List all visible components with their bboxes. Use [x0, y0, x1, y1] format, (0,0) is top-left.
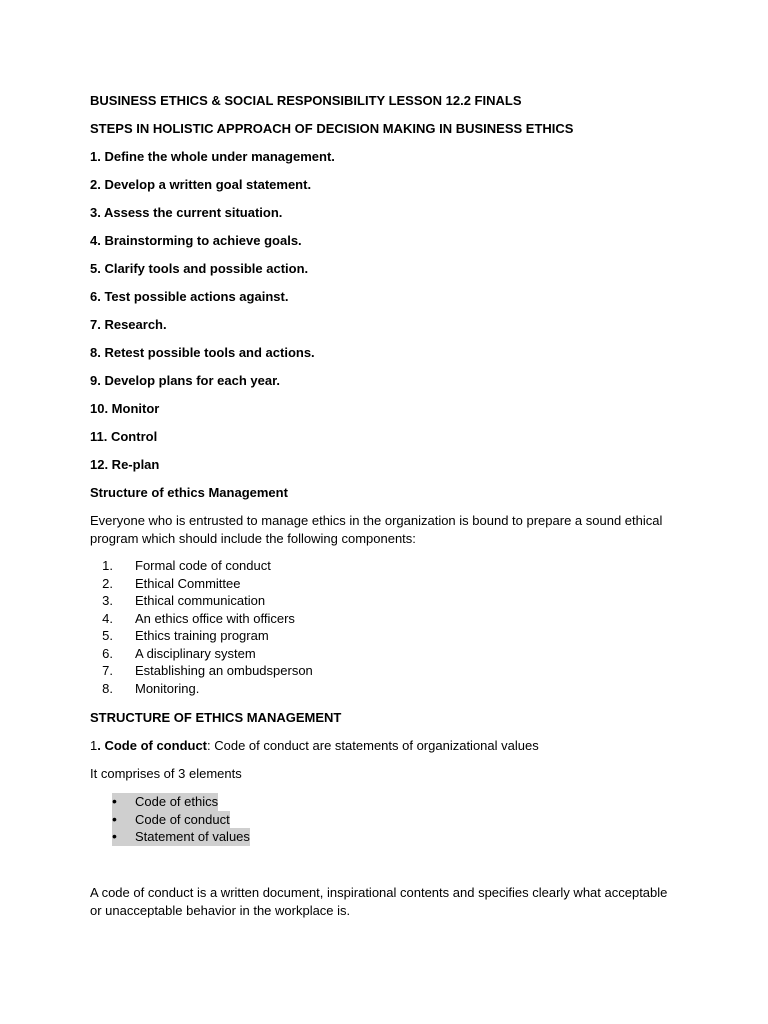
list-item-text: Ethical communication — [135, 593, 266, 608]
list-item-text: Establishing an ombudsperson — [135, 663, 313, 678]
highlighted-item — [112, 811, 230, 829]
step-item: 11. Control — [90, 429, 158, 444]
list-item-text: An ethics office with officers — [135, 610, 295, 626]
list-item-text: Monitoring. — [135, 680, 200, 696]
list-item — [90, 557, 313, 575]
structure-paragraph: Everyone who is entrusted to manage ethics in the organization is bound to prepare a sound ethical program which should include the following components: — [90, 513, 663, 546]
section-heading-structure-caps: STRUCTURE OF ETHICS MANAGEMENT — [90, 710, 342, 725]
code-of-conduct-number: 1 — [90, 738, 98, 753]
section-heading-steps: STEPS IN HOLISTIC APPROACH OF DECISION MAKING IN BUSINESS ETHICS — [90, 121, 574, 136]
step-item: 9. Develop plans for each year. — [90, 373, 281, 388]
code-of-conduct-line — [90, 737, 539, 755]
list-item-text: Code of conduct — [135, 811, 230, 827]
step-item: 7. Research. — [90, 317, 167, 332]
list-number: 3. — [102, 593, 113, 608]
list-item-text: Code of ethics — [135, 794, 219, 809]
list-item-text: Statement of values — [135, 829, 250, 844]
list-number: 6. — [102, 645, 113, 661]
list-item — [90, 627, 313, 645]
list-item — [112, 811, 250, 829]
list-item-text: Ethical Committee — [135, 575, 241, 591]
bullet-icon: • — [112, 810, 117, 827]
list-item-text: Formal code of conduct — [135, 558, 271, 573]
bullet-icon: • — [112, 793, 117, 809]
closing-paragraph: A code of conduct is a written document, inspirational contents and specifies clearly what acceptable or unacceptable behavior in the workplace is. — [90, 885, 668, 918]
list-item — [90, 645, 313, 663]
code-of-conduct-text: : Code of conduct are statements of organizational values — [207, 738, 539, 753]
list-item — [90, 575, 313, 593]
code-of-conduct-label: . Code of conduct — [97, 738, 208, 753]
list-number: 1. — [102, 558, 113, 573]
elements-intro: It comprises of 3 elements — [90, 766, 242, 781]
step-item: 1. Define the whole under management. — [90, 149, 335, 164]
list-number: 7. — [102, 663, 113, 678]
list-number: 2. — [102, 575, 113, 591]
step-item: 12. Re-plan — [90, 457, 160, 472]
step-item: 2. Develop a written goal statement. — [90, 177, 312, 192]
list-number: 8. — [102, 680, 113, 696]
list-item — [90, 610, 313, 628]
elements-list — [112, 793, 250, 846]
document-title: BUSINESS ETHICS & SOCIAL RESPONSIBILITY LESSON 12.2 FINALS — [90, 93, 522, 108]
list-item — [90, 680, 313, 698]
list-number: 4. — [102, 610, 113, 626]
list-item — [90, 592, 313, 610]
list-item — [112, 828, 250, 846]
step-item: 8. Retest possible tools and actions. — [90, 345, 315, 360]
list-item-text: Ethics training program — [135, 628, 269, 643]
step-item: 5. Clarify tools and possible action. — [90, 261, 309, 276]
highlighted-item — [112, 793, 218, 811]
highlighted-item — [112, 828, 250, 846]
list-number: 5. — [102, 628, 113, 643]
list-item — [112, 793, 250, 811]
list-item — [90, 662, 313, 680]
list-item-text: A disciplinary system — [135, 645, 256, 661]
step-item: 4. Brainstorming to achieve goals. — [90, 233, 302, 248]
section-heading-structure: Structure of ethics Management — [90, 485, 288, 500]
step-item: 6. Test possible actions against. — [90, 289, 289, 304]
bullet-icon: • — [112, 828, 117, 844]
step-item: 10. Monitor — [90, 401, 160, 416]
step-item: 3. Assess the current situation. — [90, 205, 283, 220]
components-list — [90, 557, 313, 697]
